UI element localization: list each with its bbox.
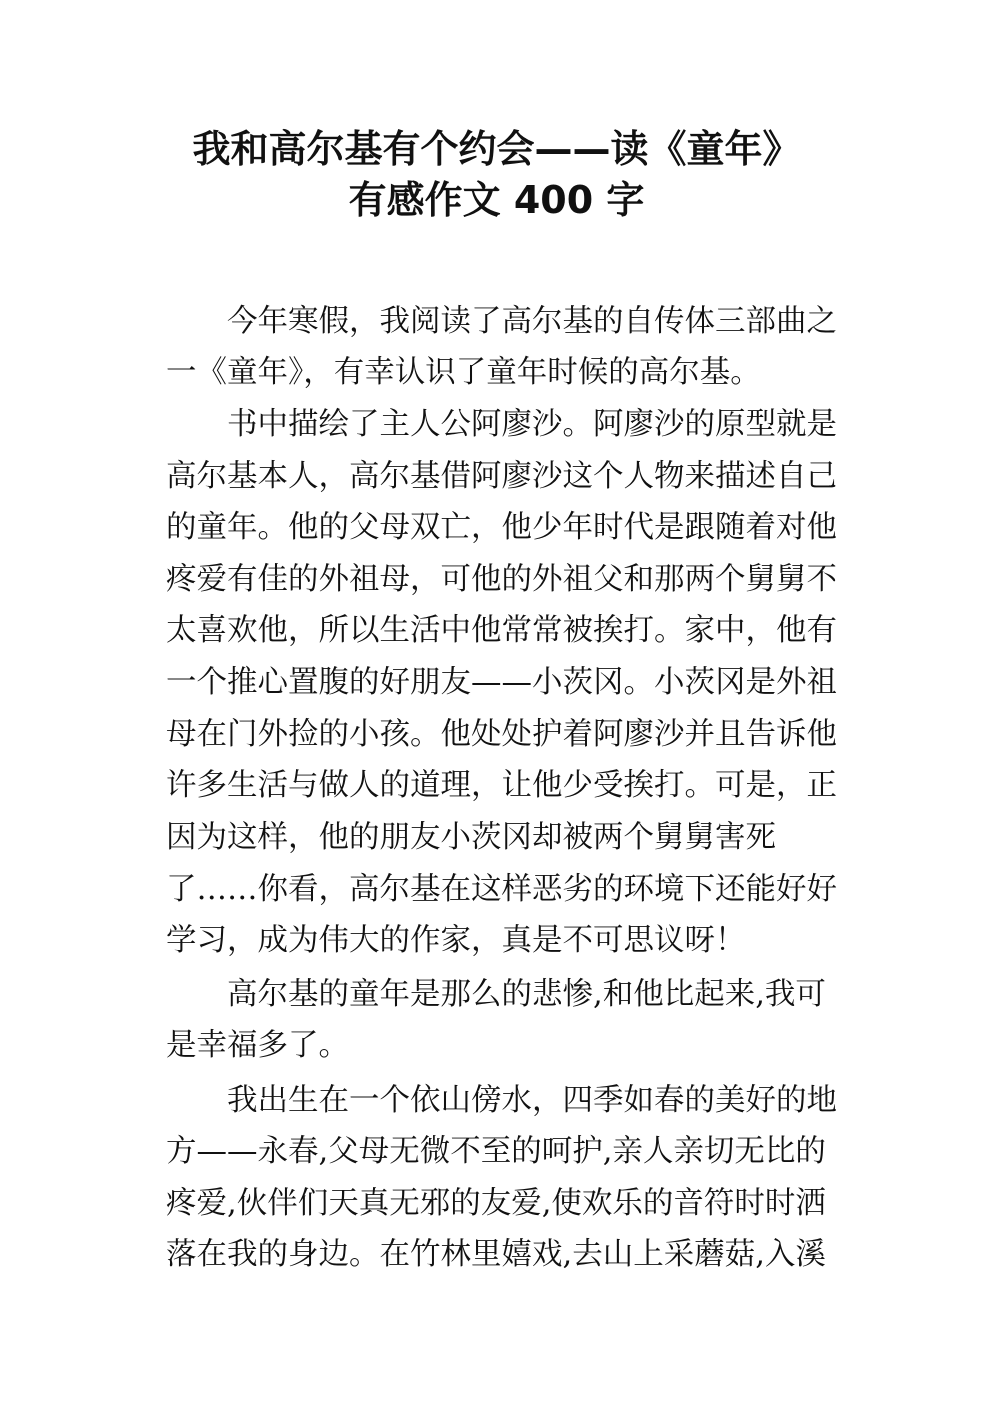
- paragraph-line: 我出生在一个依山傍水，四季如春的美好的地: [227, 1083, 837, 1118]
- paragraph-line: 的童年。他的父母双亡，他少年时代是跟随着对他: [166, 510, 837, 545]
- paragraph-line: 疼爱有佳的外祖母，可他的外祖父和那两个舅舅不: [166, 562, 837, 597]
- document-title-line-1: 我和高尔基有个约会——读《童年》: [192, 127, 801, 171]
- paragraph-line: 因为这样，他的朋友小茨冈却被两个舅舅害死: [166, 820, 776, 855]
- paragraph-line: 母在门外捡的小孩。他处处护着阿廖沙并且告诉他: [166, 717, 837, 752]
- paragraph-line: 一个推心置腹的好朋友——小茨冈。小茨冈是外祖: [166, 665, 837, 700]
- paragraph-line: 许多生活与做人的道理，让他少受挨打。可是，正: [166, 768, 837, 803]
- paragraph-line: 今年寒假，我阅读了高尔基的自传体三部曲之: [227, 304, 837, 339]
- paragraph-line: 高尔基本人，高尔基借阿廖沙这个人物来描述自己: [166, 459, 837, 494]
- paragraph-line: 落在我的身边。在竹林里嬉戏,去山上采蘑菇,入溪: [166, 1237, 826, 1272]
- paragraph-line: 高尔基的童年是那么的悲惨,和他比起来,我可: [227, 977, 826, 1012]
- paragraph-line: 方——永春,父母无微不至的呵护,亲人亲切无比的: [166, 1134, 826, 1169]
- paragraph-line: 太喜欢他，所以生活中他常常被挨打。家中，他有: [166, 613, 837, 648]
- paragraph-line: 学习，成为伟大的作家，真是不可思议呀！: [166, 923, 746, 958]
- paragraph-line: 书中描绘了主人公阿廖沙。阿廖沙的原型就是: [227, 407, 837, 442]
- paragraph-line: 一《童年》，有幸认识了童年时候的高尔基。: [166, 355, 761, 390]
- paragraph-line: 是幸福多了。: [166, 1028, 349, 1063]
- paragraph-line: 疼爱,伙伴们天真无邪的友爱,使欢乐的音符时时洒: [166, 1186, 826, 1221]
- paragraph-line: 了……你看，高尔基在这样恶劣的环境下还能好好: [166, 872, 837, 907]
- document-title-line-2: 有感作文 400 字: [348, 178, 645, 222]
